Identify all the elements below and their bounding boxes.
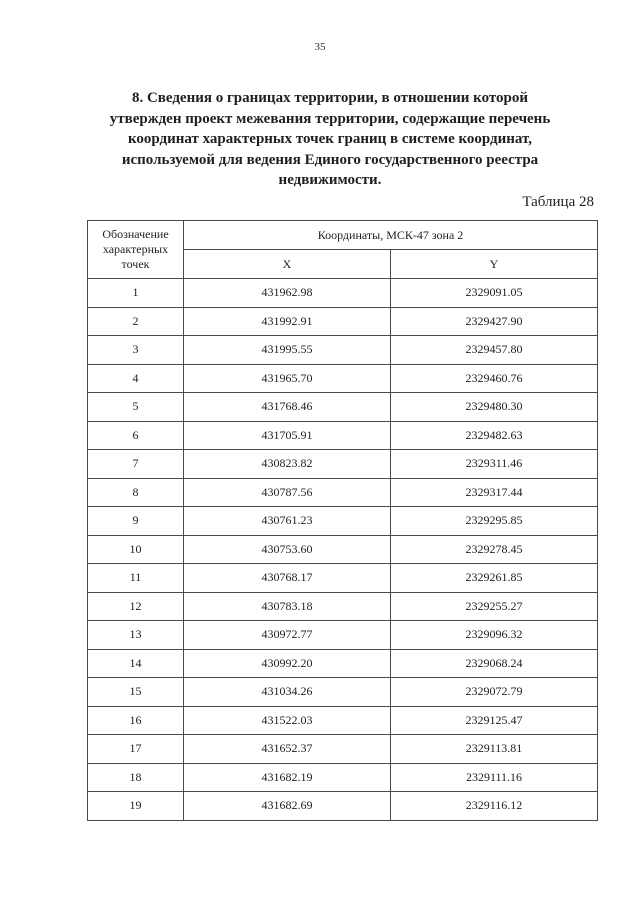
point-number-cell: 7 (88, 450, 184, 479)
page-number: 35 (314, 41, 326, 53)
x-coordinate-cell: 430787.56 (184, 478, 391, 507)
y-coordinate-cell: 2329068.24 (391, 649, 598, 678)
x-coordinate-cell: 431522.03 (184, 706, 391, 735)
x-coordinate-cell: 431652.37 (184, 735, 391, 764)
y-coordinate-cell: 2329072.79 (391, 678, 598, 707)
y-coordinate-cell: 2329457.80 (391, 336, 598, 365)
table-row (88, 678, 598, 707)
table-row (88, 364, 598, 393)
point-number-cell: 10 (88, 535, 184, 564)
table-row (88, 535, 598, 564)
x-coordinate-cell: 431768.46 (184, 393, 391, 422)
point-number-cell: 14 (88, 649, 184, 678)
table-row (88, 564, 598, 593)
table-row (88, 706, 598, 735)
y-coordinate-cell: 2329091.05 (391, 279, 598, 308)
section-heading: 8. Сведения о границах территории, в отношении которой утвержден проект межевания территории, содержащие перечень координат характерных точек границ в системе координат, используемой для ведения Единого государственного реестра недвижимости. (109, 90, 551, 188)
table-row (88, 792, 598, 821)
point-number-cell: 6 (88, 421, 184, 450)
point-number-cell: 1 (88, 279, 184, 308)
x-coordinate-cell: 431682.19 (184, 763, 391, 792)
x-column-header: X (184, 250, 391, 279)
coords-column-header: Координаты, МСК-47 зона 2 (184, 221, 598, 250)
table-row (88, 621, 598, 650)
x-coordinate-cell: 431965.70 (184, 364, 391, 393)
point-number-cell: 3 (88, 336, 184, 365)
table-row (88, 421, 598, 450)
x-coordinate-cell: 430783.18 (184, 592, 391, 621)
x-coordinate-cell: 430768.17 (184, 564, 391, 593)
table-row (88, 478, 598, 507)
x-coordinate-cell: 430761.23 (184, 507, 391, 536)
x-coordinate-cell: 431034.26 (184, 678, 391, 707)
point-number-cell: 11 (88, 564, 184, 593)
y-coordinate-cell: 2329311.46 (391, 450, 598, 479)
point-number-cell: 9 (88, 507, 184, 536)
table-row (88, 307, 598, 336)
y-coordinate-cell: 2329261.85 (391, 564, 598, 593)
point-number-cell: 13 (88, 621, 184, 650)
y-coordinate-cell: 2329482.63 (391, 421, 598, 450)
y-coordinate-cell: 2329113.81 (391, 735, 598, 764)
y-coordinate-cell: 2329317.44 (391, 478, 598, 507)
point-number-cell: 12 (88, 592, 184, 621)
x-coordinate-cell: 430992.20 (184, 649, 391, 678)
y-coordinate-cell: 2329096.32 (391, 621, 598, 650)
y-coordinate-cell: 2329295.85 (391, 507, 598, 536)
x-coordinate-cell: 431962.98 (184, 279, 391, 308)
x-coordinate-cell: 431682.69 (184, 792, 391, 821)
table-row (88, 507, 598, 536)
y-coordinate-cell: 2329255.27 (391, 592, 598, 621)
point-column-header: Обозначение характерных точек (88, 221, 184, 279)
table-row (88, 649, 598, 678)
x-coordinate-cell: 431705.91 (184, 421, 391, 450)
table-row (88, 592, 598, 621)
y-coordinate-cell: 2329460.76 (391, 364, 598, 393)
x-coordinate-cell: 430972.77 (184, 621, 391, 650)
point-number-cell: 15 (88, 678, 184, 707)
table-row (88, 763, 598, 792)
point-number-cell: 8 (88, 478, 184, 507)
table-row (88, 279, 598, 308)
y-coordinate-cell: 2329111.16 (391, 763, 598, 792)
point-number-cell: 2 (88, 307, 184, 336)
y-coordinate-cell: 2329480.30 (391, 393, 598, 422)
table-body (88, 279, 598, 821)
table-row (88, 450, 598, 479)
point-number-cell: 5 (88, 393, 184, 422)
x-coordinate-cell: 430823.82 (184, 450, 391, 479)
table-row (88, 336, 598, 365)
x-coordinate-cell: 430753.60 (184, 535, 391, 564)
point-number-cell: 17 (88, 735, 184, 764)
x-coordinate-cell: 431992.91 (184, 307, 391, 336)
y-coordinate-cell: 2329278.45 (391, 535, 598, 564)
point-number-cell: 19 (88, 792, 184, 821)
point-number-cell: 16 (88, 706, 184, 735)
coordinates-table (87, 220, 598, 821)
table-caption: Таблица 28 (522, 194, 594, 210)
point-number-cell: 4 (88, 364, 184, 393)
y-coordinate-cell: 2329125.47 (391, 706, 598, 735)
table-row (88, 393, 598, 422)
table-row (88, 735, 598, 764)
y-coordinate-cell: 2329427.90 (391, 307, 598, 336)
point-number-cell: 18 (88, 763, 184, 792)
x-coordinate-cell: 431995.55 (184, 336, 391, 365)
y-coordinate-cell: 2329116.12 (391, 792, 598, 821)
y-column-header: Y (391, 250, 598, 279)
